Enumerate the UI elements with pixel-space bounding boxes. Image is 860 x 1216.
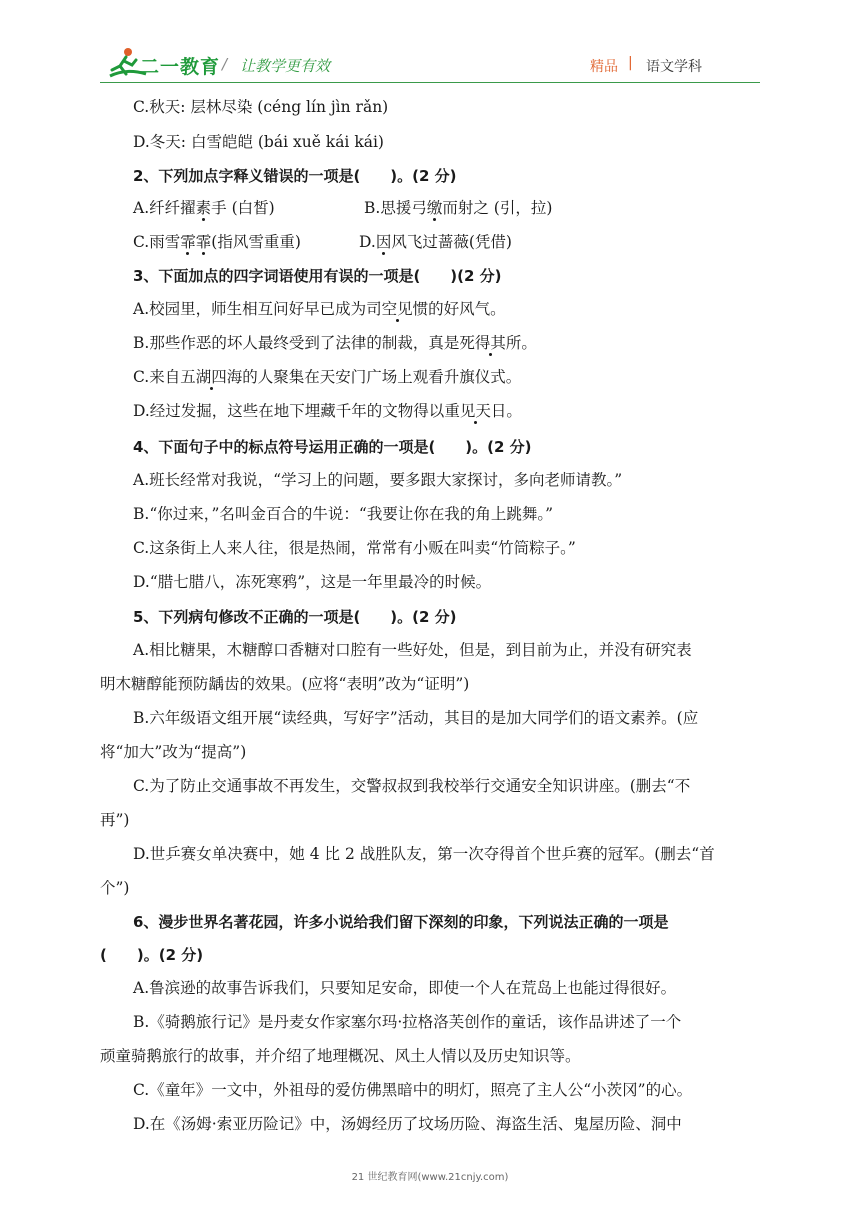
page-footer: 21 世纪教育网(www.21cnjy.com) [351, 1172, 509, 1183]
dotted-char: 霏 [180, 233, 196, 251]
question-4: 4、下面句子中的标点符号运用正确的一项是( )。(2 分) [133, 438, 532, 456]
dotted-char: 霏 [195, 233, 212, 251]
option-line: D.因风飞过蔷薇(凭借) [359, 233, 512, 251]
question-5: 5、下列病句修改不正确的一项是( )。(2 分) [133, 608, 457, 626]
option-line: B.六年级语文组开展“读经典，写好字”活动，其目的是加大同学们的语文素养。(应 [133, 709, 699, 727]
dotted-phrase: 五湖四海 [180, 368, 243, 386]
page-header [0, 0, 860, 90]
option-line: 明木糖醇能预防龋齿的效果。(应将“表明”改为“证明”) [100, 675, 470, 693]
question-3: 3、下面加点的四字词语使用有误的一项是( )(2 分) [133, 267, 502, 285]
dotted-phrase: 司空见惯 [366, 300, 429, 318]
option-line: A.校园里，师生相互问好早已成为司空见惯的好风气。 [133, 300, 506, 318]
option-line: C.秋天: 层林尽染 (céng lín jìn rǎn) [133, 98, 389, 116]
option-line: D.在《汤姆·索亚历险记》中，汤姆经历了坟场历险、海盗生活、鬼屋历险、洞中 [133, 1115, 682, 1133]
option-line: 再”) [100, 811, 130, 829]
header-badge-quality: 精品 [590, 59, 618, 75]
option-line: C.雨雪霏霏(指风雪重重) [133, 233, 301, 251]
option-line: 个”) [100, 879, 130, 897]
dotted-char: 因 [375, 233, 392, 251]
dotted-phrase: 死得其所 [459, 334, 522, 352]
dotted-char: 素 [195, 199, 212, 217]
option-line: C.为了防止交通事故不再发生，交警叔叔到我校举行交通安全知识讲座。(删去“不 [133, 777, 691, 795]
option-line: D.“腊七腊八，冻死寒鸦”，这是一年里最冷的时候。 [133, 573, 492, 591]
option-line: C.《童年》一文中，外祖母的爱仿佛黑暗中的明灯，照亮了主人公“小茨冈”的心。 [133, 1081, 693, 1099]
header-badge-subject: 语文学科 [646, 59, 702, 75]
header-rule [100, 82, 760, 83]
option-line: A.班长经常对我说，“学习上的问题，要多跟大家探讨，多向老师请教。” [133, 471, 623, 489]
option-line: 顽童骑鹅旅行的故事，并介绍了地理概况、风土人情以及历史知识等。 [100, 1047, 581, 1065]
header-slogan: 让教学更有效 [240, 57, 331, 75]
question-2: 2、下列加点字释义错误的一项是( )。(2 分) [133, 167, 457, 185]
option-line: C.来自五湖四海的人聚集在天安门广场上观看升旗仪式。 [133, 368, 522, 386]
option-line: D.经过发掘，这些在地下埋藏千年的文物得以重见天日。 [133, 402, 522, 420]
option-line: A.鲁滨逊的故事告诉我们，只要知足安命，即使一个人在荒岛上也能过得很好。 [133, 979, 677, 997]
header-divider: / [222, 55, 228, 73]
option-line: B.“你过来，”名叫金百合的牛说：“我要让你在我的角上跳舞。” [133, 505, 554, 523]
question-6-cont: ( )。(2 分) [100, 946, 204, 964]
dotted-char: 缴 [426, 199, 443, 217]
option-line: B.《骑鹅旅行记》是丹麦女作家塞尔玛·拉格洛芙创作的童话，该作品讲述了一个 [133, 1013, 682, 1031]
option-line: 将“加大”改为“提高”) [100, 743, 247, 761]
dotted-phrase: 重见天日 [444, 402, 507, 420]
option-line: B.思援弓缴而射之 (引，拉) [364, 199, 553, 217]
option-line: D.冬天: 白雪皑皑 (bái xuě kái kái) [133, 133, 384, 151]
option-line: B.那些作恶的坏人最终受到了法律的制裁，真是死得其所。 [133, 334, 537, 352]
option-line: A.相比糖果，木糖醇口香糖对口腔有一些好处，但是，到目前为止，并没有研究表 [133, 641, 692, 659]
option-line: C.这条街上人来人往，很是热闹，常常有小贩在叫卖“竹筒粽子。” [133, 539, 576, 557]
option-line: D.世乒赛女单决赛中，她 4 比 2 战胜队友，第一次夺得首个世乒赛的冠军。(删去“首 [133, 845, 715, 863]
question-6: 6、漫步世界名著花园，许多小说给我们留下深刻的印象，下列说法正确的一项是 [133, 913, 669, 931]
option-line: A.纤纤擢素手 (白皙) [133, 199, 275, 217]
header-badge-separator: | [628, 55, 633, 71]
logo-text: 二一教育 [140, 56, 221, 78]
